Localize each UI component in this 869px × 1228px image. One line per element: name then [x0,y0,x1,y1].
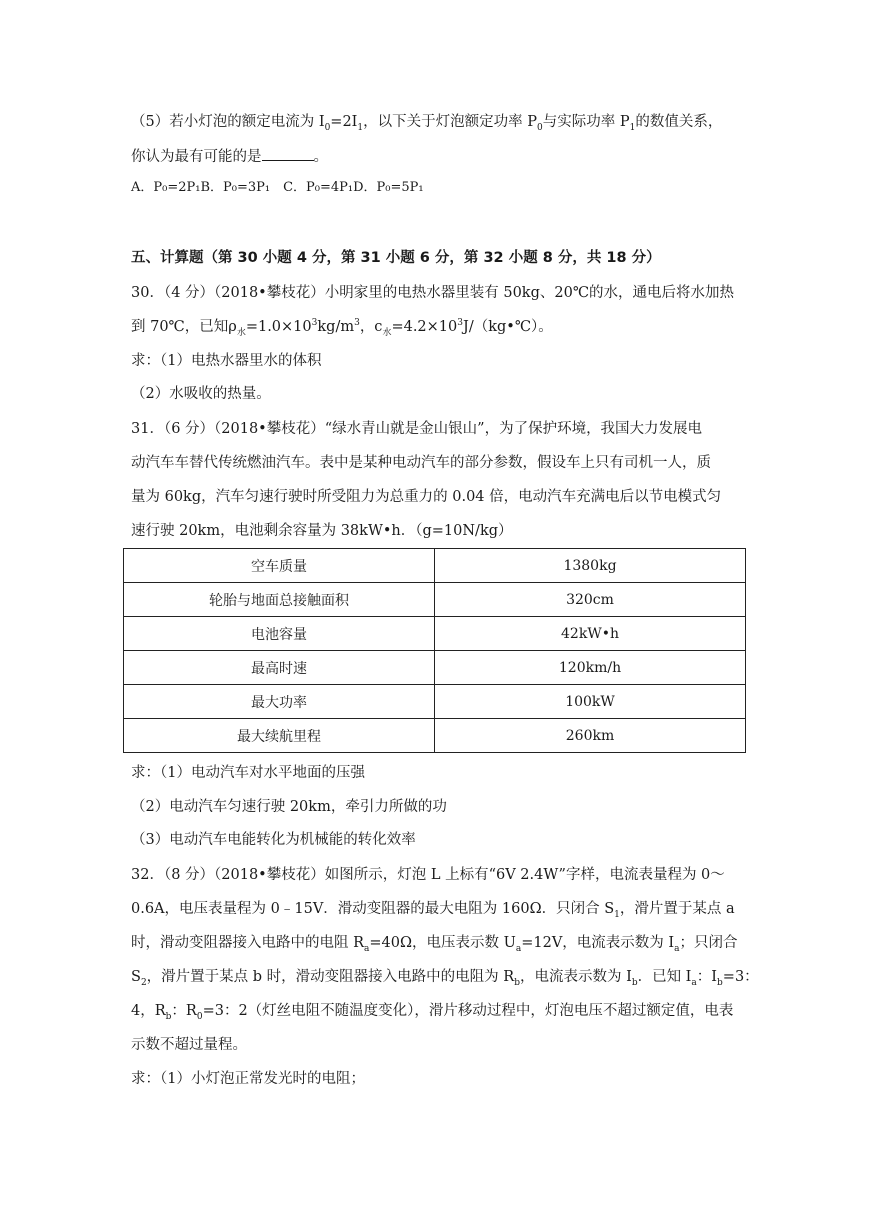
subscript: 水 [236,327,246,338]
q5-text: 你认为最有可能的是 [131,149,262,165]
q32-line-4 [131,967,759,987]
subscript: 1 [357,122,364,133]
q5-line-1 [131,112,722,132]
table-row [124,651,746,685]
subscript: 水 [382,327,392,338]
q30-text: =1.0×10 [245,319,312,335]
subscript: 0 [537,122,543,133]
q30-text: ，c [359,319,383,335]
q30-line-2 [131,317,553,337]
q30-text: kg/m [317,319,355,335]
q30-text: 到 70℃，已知ρ [131,319,237,335]
table-row [124,617,746,651]
q5-text: 。 [313,149,328,165]
param-value: 120km/h [435,651,746,685]
table-row [124,719,746,753]
param-value: 1380kg [435,549,746,583]
q32-text: ，滑片置于某点 b 时，滑动变阻器接入电路中的电阻为 R [146,969,515,985]
q32-line-2 [131,899,735,919]
q5-options: A．P₀=2P₁B．P₀=3P₁ C．P₀=4P₁D．P₀=5P₁ [131,180,424,195]
car-parameter-table [123,548,746,753]
q5-line-2 [131,146,328,167]
q5-text: ，以下关于灯泡额定功率 P [363,114,538,130]
superscript: 3 [354,318,360,329]
q32-line-1: 32．（8 分）（2018•攀枝花）如图所示，灯泡 L 上标有“6V 2.4W”字样，电流表量程为 0～ [131,867,725,883]
q32-text: 4，R [131,1003,166,1019]
param-value: 320cm [435,583,746,617]
q32-line-6: 示数不超过量程。 [131,1037,247,1053]
q30-text: J/（kg•℃）。 [463,319,553,335]
q5-text: 与实际功率 P [542,114,630,130]
param-name: 最高时速 [124,651,435,685]
param-value: 100kW [435,685,746,719]
q32-text: =3： [722,969,759,985]
param-name: 最大功率 [124,685,435,719]
q31-ask-1: 求：（1）电动汽车对水平地面的压强 [131,765,365,781]
q32-text: 0.6A，电压表量程为 0﹣15V．滑动变阻器的最大电阻为 160Ω．只闭合 S [131,901,615,917]
subscript: b [717,977,723,988]
subscript: 1 [614,909,620,920]
subscript: 1 [629,122,636,133]
q5-text: 的数值关系， [635,114,723,130]
subscript: a [364,943,370,954]
q31-ask-3: （3）电动汽车电能转化为机械能的转化效率 [131,832,416,848]
subscript: b [165,1011,172,1022]
q32-line-5 [131,1001,733,1021]
param-name: 电池容量 [124,617,435,651]
q32-text: S [131,969,141,985]
q5-text: =2I [330,114,358,130]
q32-text: ：I [696,969,718,985]
q32-text: ；只闭合 [679,935,738,951]
table-row [124,685,746,719]
subscript: a [691,977,697,988]
param-name: 轮胎与地面总接触面积 [124,583,435,617]
subscript: a [674,943,680,954]
q32-text: ，滑片置于某点 a [619,901,735,917]
superscript: 3 [311,318,318,329]
q31-line-4: 速行驶 20km，电池剩余容量为 38kW•h．（g=10N/kg） [131,523,513,539]
q30-ask-2: （2）水吸收的热量。 [131,386,271,402]
q30-text: =4.2×10 [391,319,458,335]
q32-text: ：R [171,1003,197,1019]
subscript: 0 [324,122,331,133]
subscript: 0 [196,1011,203,1022]
q32-text: ，电流表示数为 I [519,969,632,985]
table-row [124,583,746,617]
subscript: b [631,977,638,988]
superscript: 3 [457,318,463,329]
section-heading: 五、计算题（第 30 小题 4 分，第 31 小题 6 分，第 32 小题 8 分，共 18 分） [131,250,661,266]
subscript: b [514,977,520,988]
q31-line-2: 动汽车车替代传统燃油汽车。表中是某种电动汽车的部分参数，假设车上只有司机一人，质 [131,455,711,471]
q32-text: ．已知 I [637,969,692,985]
answer-blank[interactable] [262,146,314,161]
q31-ask-2: （2）电动汽车匀速行驶 20km，牵引力所做的功 [131,799,447,815]
subscript: 2 [140,977,147,988]
q32-ask-1: 求：（1）小灯泡正常发光时的电阻； [131,1071,365,1087]
q32-text: =3：2（灯丝电阻不随温度变化），滑片移动过程中，灯泡电压不超过额定值，电表 [202,1003,734,1019]
q30-ask-1: 求：（1）电热水器里水的体积 [131,353,322,369]
q32-line-3 [131,933,738,953]
q32-text: =40Ω，电压表示数 U [369,935,516,951]
q30-line-1: 30．（4 分）（2018•攀枝花）小明家里的电热水器里装有 50kg、20℃的水，通电后将水加热 [131,285,735,301]
q5-text: （5）若小灯泡的额定电流为 I [131,114,325,130]
q31-line-3: 量为 60kg，汽车匀速行驶时所受阻力为总重力的 0.04 倍，电动汽车充满电后以节电模式匀 [131,489,722,505]
subscript: a [515,943,522,954]
q31-line-1: 31．（6 分）（2018•攀枝花）“绿水青山就是金山银山”，为了保护环境，我国大力发展电 [131,421,703,437]
table-row [124,549,746,583]
param-name: 最大续航里程 [124,719,435,753]
q32-text: =12V，电流表示数为 I [521,935,675,951]
param-name: 空车质量 [124,549,435,583]
param-value: 260km [435,719,746,753]
q32-text: 时，滑动变阻器接入电路中的电阻 R [131,935,365,951]
param-value: 42kW•h [435,617,746,651]
